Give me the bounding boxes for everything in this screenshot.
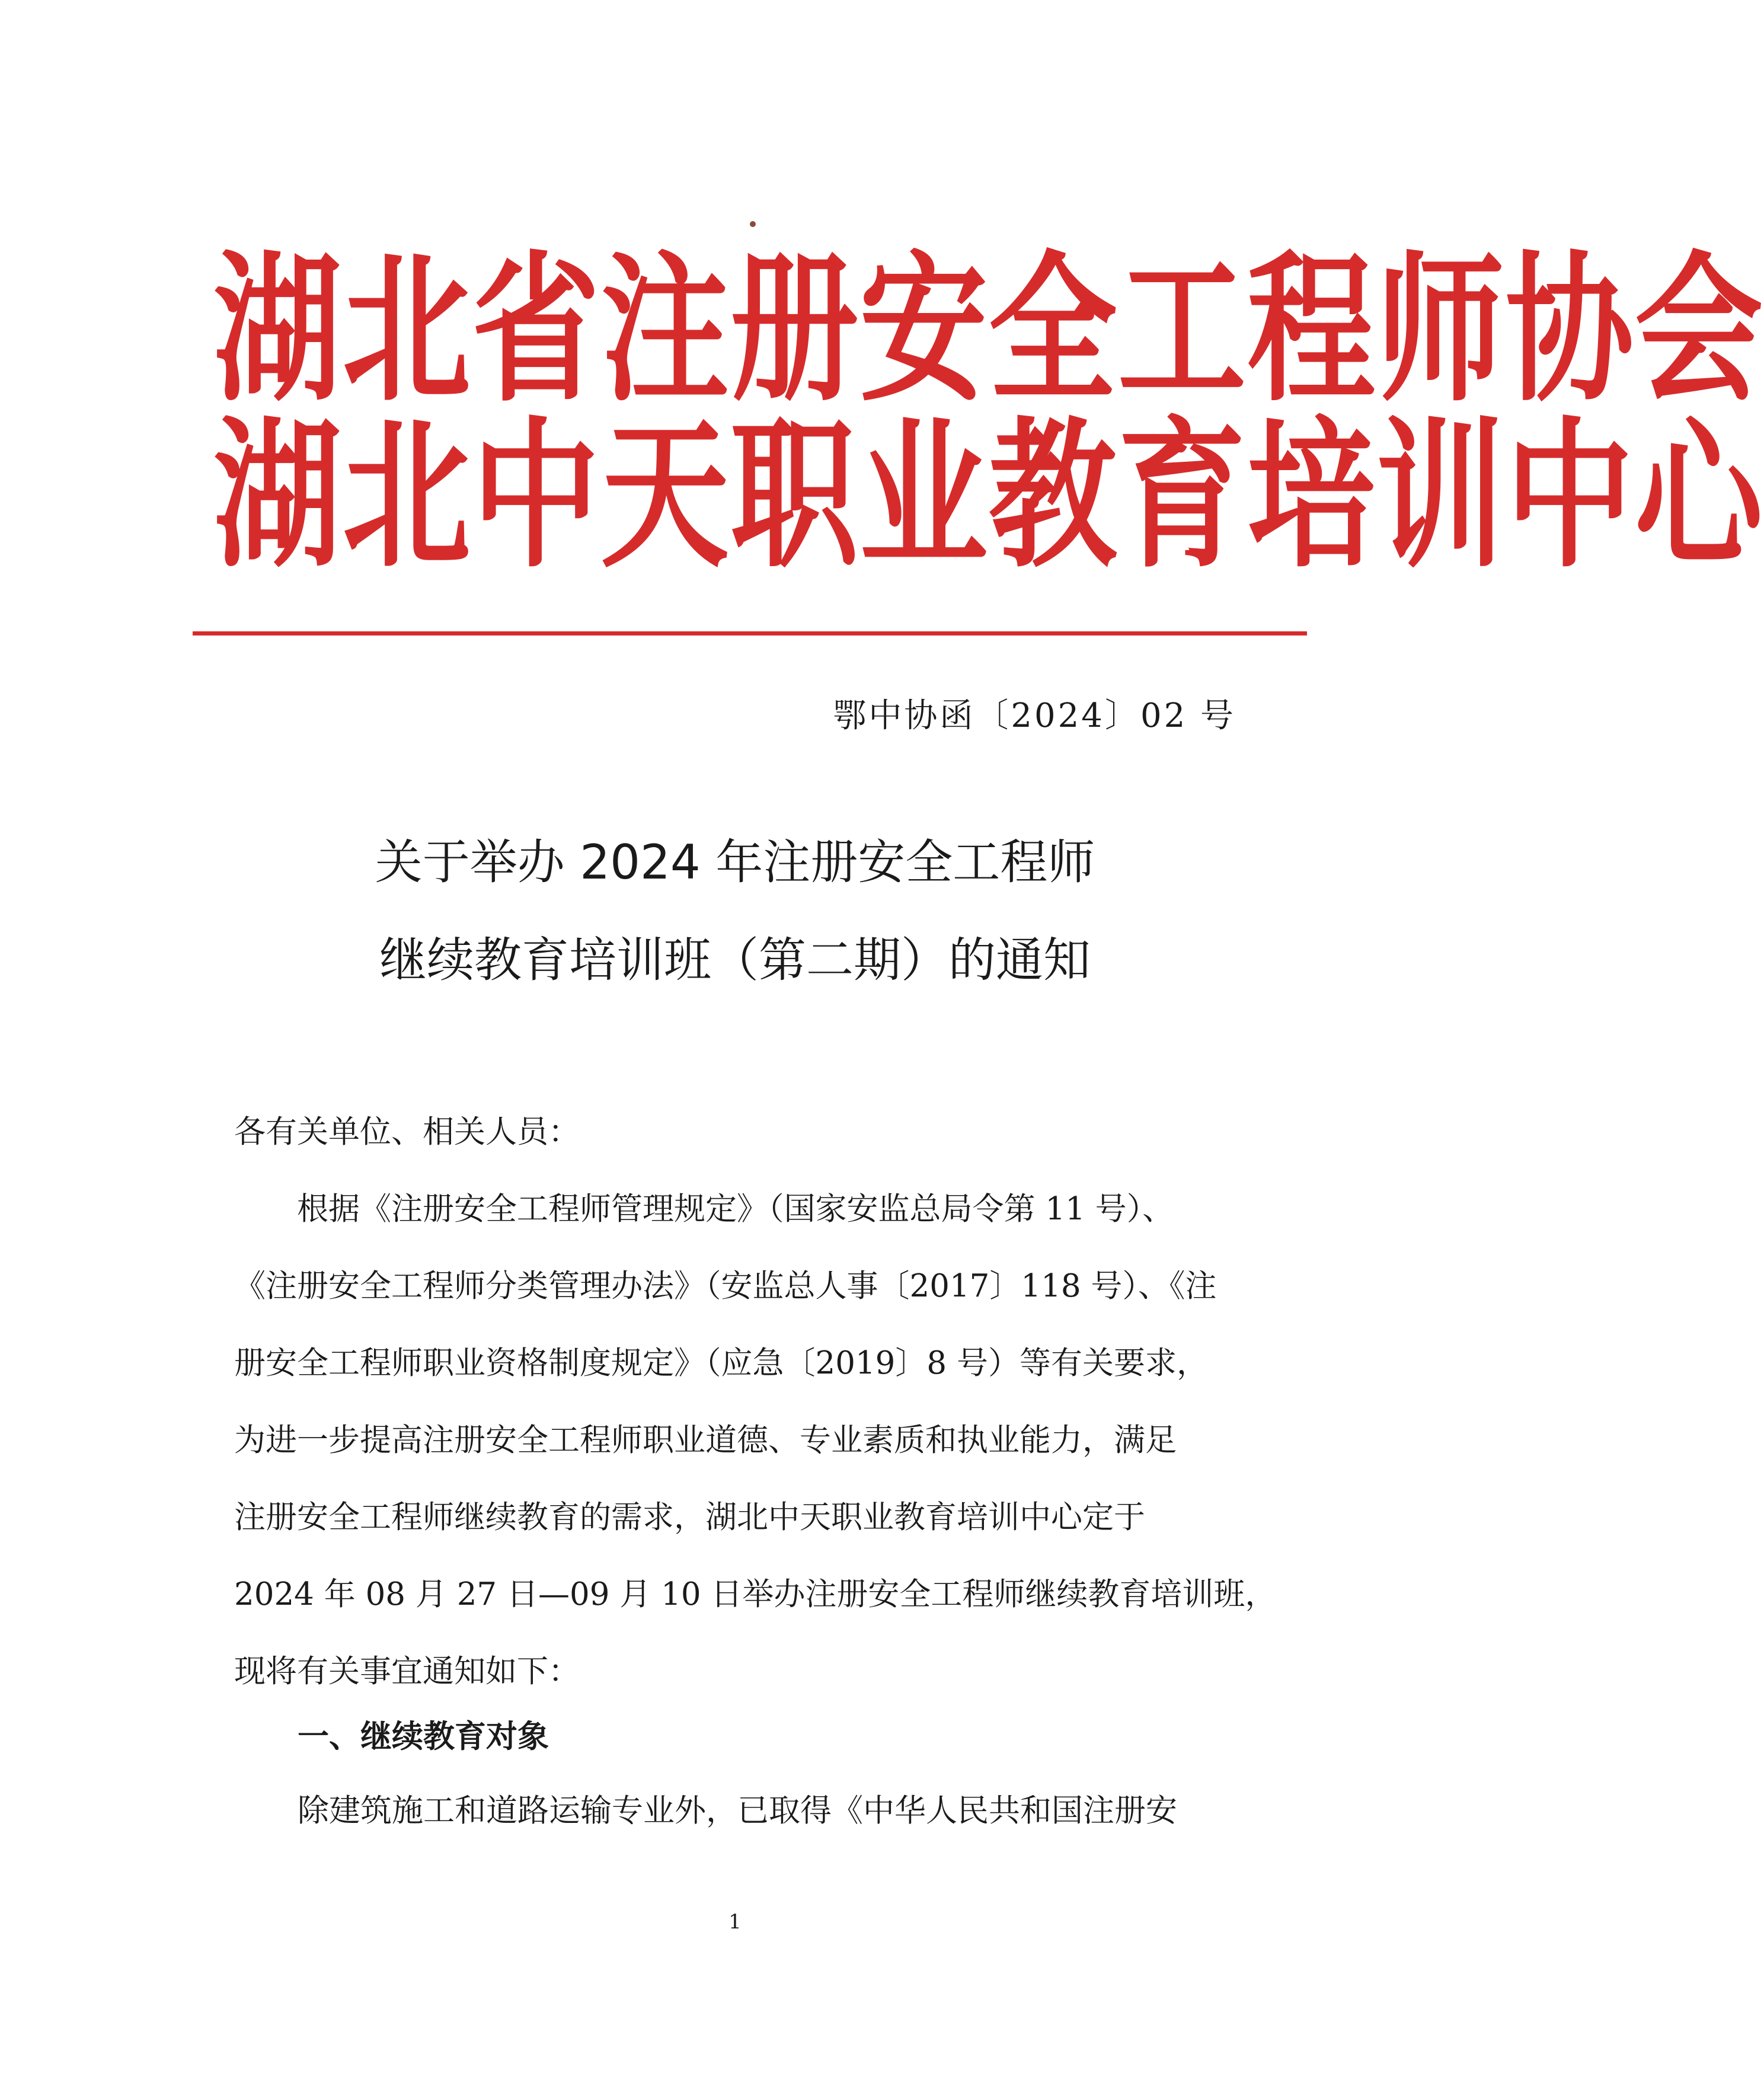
paragraph-line: 2024 年 08 月 27 日—09 月 10 日举办注册安全工程师继续教育培训班， [234,1576,1277,1612]
section-heading: 一、继续教育对象 [298,1719,549,1755]
red-header-divider [193,631,1307,635]
paragraph-line: 现将有关事宜通知如下： [234,1653,580,1690]
scan-speck [750,221,756,227]
issuing-organization-1: 湖北省注册安全工程师协会 [213,237,1764,423]
body-paragraph [234,1171,1277,1710]
page-number: 1 [728,1910,742,1934]
issuing-organization-2: 湖北中天职业教育培训中心 [213,403,1764,589]
paragraph-line: 根据《注册安全工程师管理规定》（国家安监总局令第 11 号）、 [234,1191,1174,1227]
section-text: 除建筑施工和道路运输专业外，已取得《中华人民共和国注册安 [298,1793,1177,1829]
document-number: 鄂中协函〔2024〕02 号 [833,697,1236,735]
salutation: 各有关单位、相关人员： [234,1114,580,1150]
document-title-line-1: 关于举办 2024 年注册安全工程师 [375,835,1095,890]
paragraph-line: 为进一步提高注册安全工程师职业道德、专业素质和执业能力，满足 [234,1422,1177,1458]
paragraph-line: 册安全工程师职业资格制度规定》（应急〔2019〕8 号）等有关要求， [234,1345,1208,1381]
paragraph-line: 注册安全工程师继续教育的需求，湖北中天职业教育培训中心定于 [234,1499,1145,1535]
paragraph-line: 《注册安全工程师分类管理办法》（安监总人事〔2017〕118 号）、《注 [234,1268,1217,1304]
document-title-line-2: 继续教育培训班（第二期）的通知 [379,932,1091,988]
